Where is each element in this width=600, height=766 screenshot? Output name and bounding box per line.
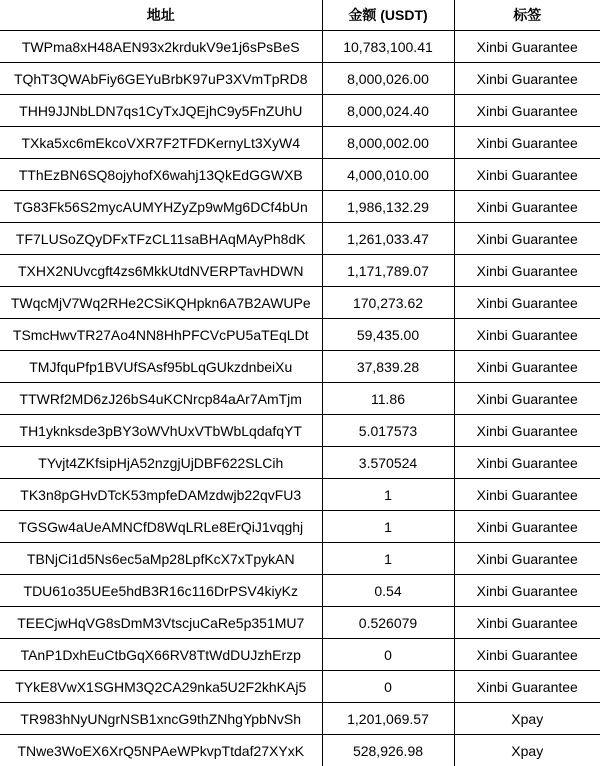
address-cell: TWqcMjV7Wq2RHe2CSiKQHpkn6A7B2AWUPe — [0, 287, 322, 319]
address-cell: TDU61o35UEe5hdB3R16c116DrPSV4kiyKz — [0, 575, 322, 607]
table-row — [0, 383, 600, 415]
header-address: 地址 — [0, 0, 322, 31]
amount-cell: 170,273.62 — [322, 287, 454, 319]
tag-cell: Xpay — [454, 703, 600, 735]
table-row — [0, 31, 600, 63]
tag-cell: Xinbi Guarantee — [454, 31, 600, 63]
tag-cell: Xinbi Guarantee — [454, 479, 600, 511]
address-cell: TWPma8xH48AEN93x2krdukV9e1j6sPsBeS — [0, 31, 322, 63]
address-cell: TYvjt4ZKfsipHjA52nzgjUjDBF622SLCih — [0, 447, 322, 479]
amount-cell: 3.570524 — [322, 447, 454, 479]
tag-cell: Xinbi Guarantee — [454, 255, 600, 287]
table-row — [0, 607, 600, 639]
table-row — [0, 351, 600, 383]
address-cell: TF7LUSoZQyDFxTFzCL11saBHAqMAyPh8dK — [0, 223, 322, 255]
address-cell: TXka5xc6mEkcoVXR7F2TFDKernyLt3XyW4 — [0, 127, 322, 159]
tag-cell: Xinbi Guarantee — [454, 415, 600, 447]
amount-cell: 528,926.98 — [322, 735, 454, 766]
table-row — [0, 255, 600, 287]
table-row — [0, 415, 600, 447]
header-amount: 金额 (USDT) — [322, 0, 454, 31]
address-cell: TThEzBN6SQ8ojyhofX6wahj13QkEdGGWXB — [0, 159, 322, 191]
tag-cell: Xinbi Guarantee — [454, 159, 600, 191]
address-cell: TYkE8VwX1SGHM3Q2CA29nka5U2F2khKAj5 — [0, 671, 322, 703]
tag-cell: Xinbi Guarantee — [454, 127, 600, 159]
amount-cell: 1,201,069.57 — [322, 703, 454, 735]
table-row — [0, 287, 600, 319]
table-row — [0, 543, 600, 575]
tag-cell: Xinbi Guarantee — [454, 511, 600, 543]
table-row — [0, 127, 600, 159]
header-tag: 标签 — [454, 0, 600, 31]
amount-cell: 8,000,026.00 — [322, 63, 454, 95]
address-cell: TH1yknksde3pBY3oWVhUxVTbWbLqdafqYT — [0, 415, 322, 447]
table-row — [0, 319, 600, 351]
tag-cell: Xinbi Guarantee — [454, 95, 600, 127]
amount-cell: 5.017573 — [322, 415, 454, 447]
amount-cell: 0 — [322, 671, 454, 703]
tag-cell: Xinbi Guarantee — [454, 287, 600, 319]
amount-cell: 1 — [322, 511, 454, 543]
address-cell: TQhT3QWAbFiy6GEYuBrbK97uP3XVmTpRD8 — [0, 63, 322, 95]
tag-cell: Xinbi Guarantee — [454, 575, 600, 607]
table-body — [0, 31, 600, 766]
table-row — [0, 159, 600, 191]
amount-cell: 1 — [322, 479, 454, 511]
address-cell: TEECjwHqVG8sDmM3VtscjuCaRe5p351MU7 — [0, 607, 322, 639]
address-cell: TBNjCi1d5Ns6ec5aMp28LpfKcX7xTpykAN — [0, 543, 322, 575]
amount-cell: 1,986,132.29 — [322, 191, 454, 223]
table-row — [0, 511, 600, 543]
amount-cell: 1,171,789.07 — [322, 255, 454, 287]
table-row — [0, 703, 600, 735]
amount-cell: 0 — [322, 639, 454, 671]
amount-cell: 8,000,024.40 — [322, 95, 454, 127]
tag-cell: Xinbi Guarantee — [454, 63, 600, 95]
tag-cell: Xinbi Guarantee — [454, 383, 600, 415]
amount-cell: 1 — [322, 543, 454, 575]
amount-cell: 0.526079 — [322, 607, 454, 639]
address-cell: TGSGw4aUeAMNCfD8WqLRLe8ErQiJ1vqghj — [0, 511, 322, 543]
address-cell: TAnP1DxhEuCtbGqX66RV8TtWdDUJzhErzp — [0, 639, 322, 671]
amount-cell: 8,000,002.00 — [322, 127, 454, 159]
tag-cell: Xinbi Guarantee — [454, 351, 600, 383]
address-cell: TTWRf2MD6zJ26bS4uKCNrcp84aAr7AmTjm — [0, 383, 322, 415]
tag-cell: Xinbi Guarantee — [454, 671, 600, 703]
tag-cell: Xinbi Guarantee — [454, 191, 600, 223]
tag-cell: Xinbi Guarantee — [454, 607, 600, 639]
address-cell: TNwe3WoEX6XrQ5NPAeWPkvpTtdaf27XYxK — [0, 735, 322, 766]
tag-cell: Xinbi Guarantee — [454, 223, 600, 255]
amount-cell: 1,261,033.47 — [322, 223, 454, 255]
tag-cell: Xinbi Guarantee — [454, 447, 600, 479]
amount-cell: 10,783,100.41 — [322, 31, 454, 63]
table-row — [0, 447, 600, 479]
table-row — [0, 575, 600, 607]
table-header — [0, 0, 600, 31]
table-row — [0, 95, 600, 127]
amount-cell: 0.54 — [322, 575, 454, 607]
amount-cell: 59,435.00 — [322, 319, 454, 351]
tag-cell: Xinbi Guarantee — [454, 639, 600, 671]
table-row — [0, 191, 600, 223]
table-row — [0, 735, 600, 766]
address-cell: TSmcHwvTR27Ao4NN8HhPFCVcPU5aTEqLDt — [0, 319, 322, 351]
address-cell: TG83Fk56S2mycAUMYHZyZp9wMg6DCf4bUn — [0, 191, 322, 223]
address-cell: TK3n8pGHvDTcK53mpfeDAMzdwjb22qvFU3 — [0, 479, 322, 511]
amount-cell: 11.86 — [322, 383, 454, 415]
table-row — [0, 671, 600, 703]
address-cell: TMJfquPfp1BVUfSAsf95bLqGUkzdnbeiXu — [0, 351, 322, 383]
address-cell: TXHX2NUvcgft4zs6MkkUtdNVERPTavHDWN — [0, 255, 322, 287]
amount-cell: 4,000,010.00 — [322, 159, 454, 191]
tag-cell: Xinbi Guarantee — [454, 543, 600, 575]
table-row — [0, 639, 600, 671]
header-row — [0, 0, 600, 31]
amount-cell: 37,839.28 — [322, 351, 454, 383]
address-cell: THH9JJNbLDN7qs1CyTxJQEjhC9y5FnZUhU — [0, 95, 322, 127]
tag-cell: Xinbi Guarantee — [454, 319, 600, 351]
table-row — [0, 63, 600, 95]
table-row — [0, 479, 600, 511]
table-row — [0, 223, 600, 255]
address-cell: TR983hNyUNgrNSB1xncG9thZNhgYpbNvSh — [0, 703, 322, 735]
tag-cell: Xpay — [454, 735, 600, 766]
